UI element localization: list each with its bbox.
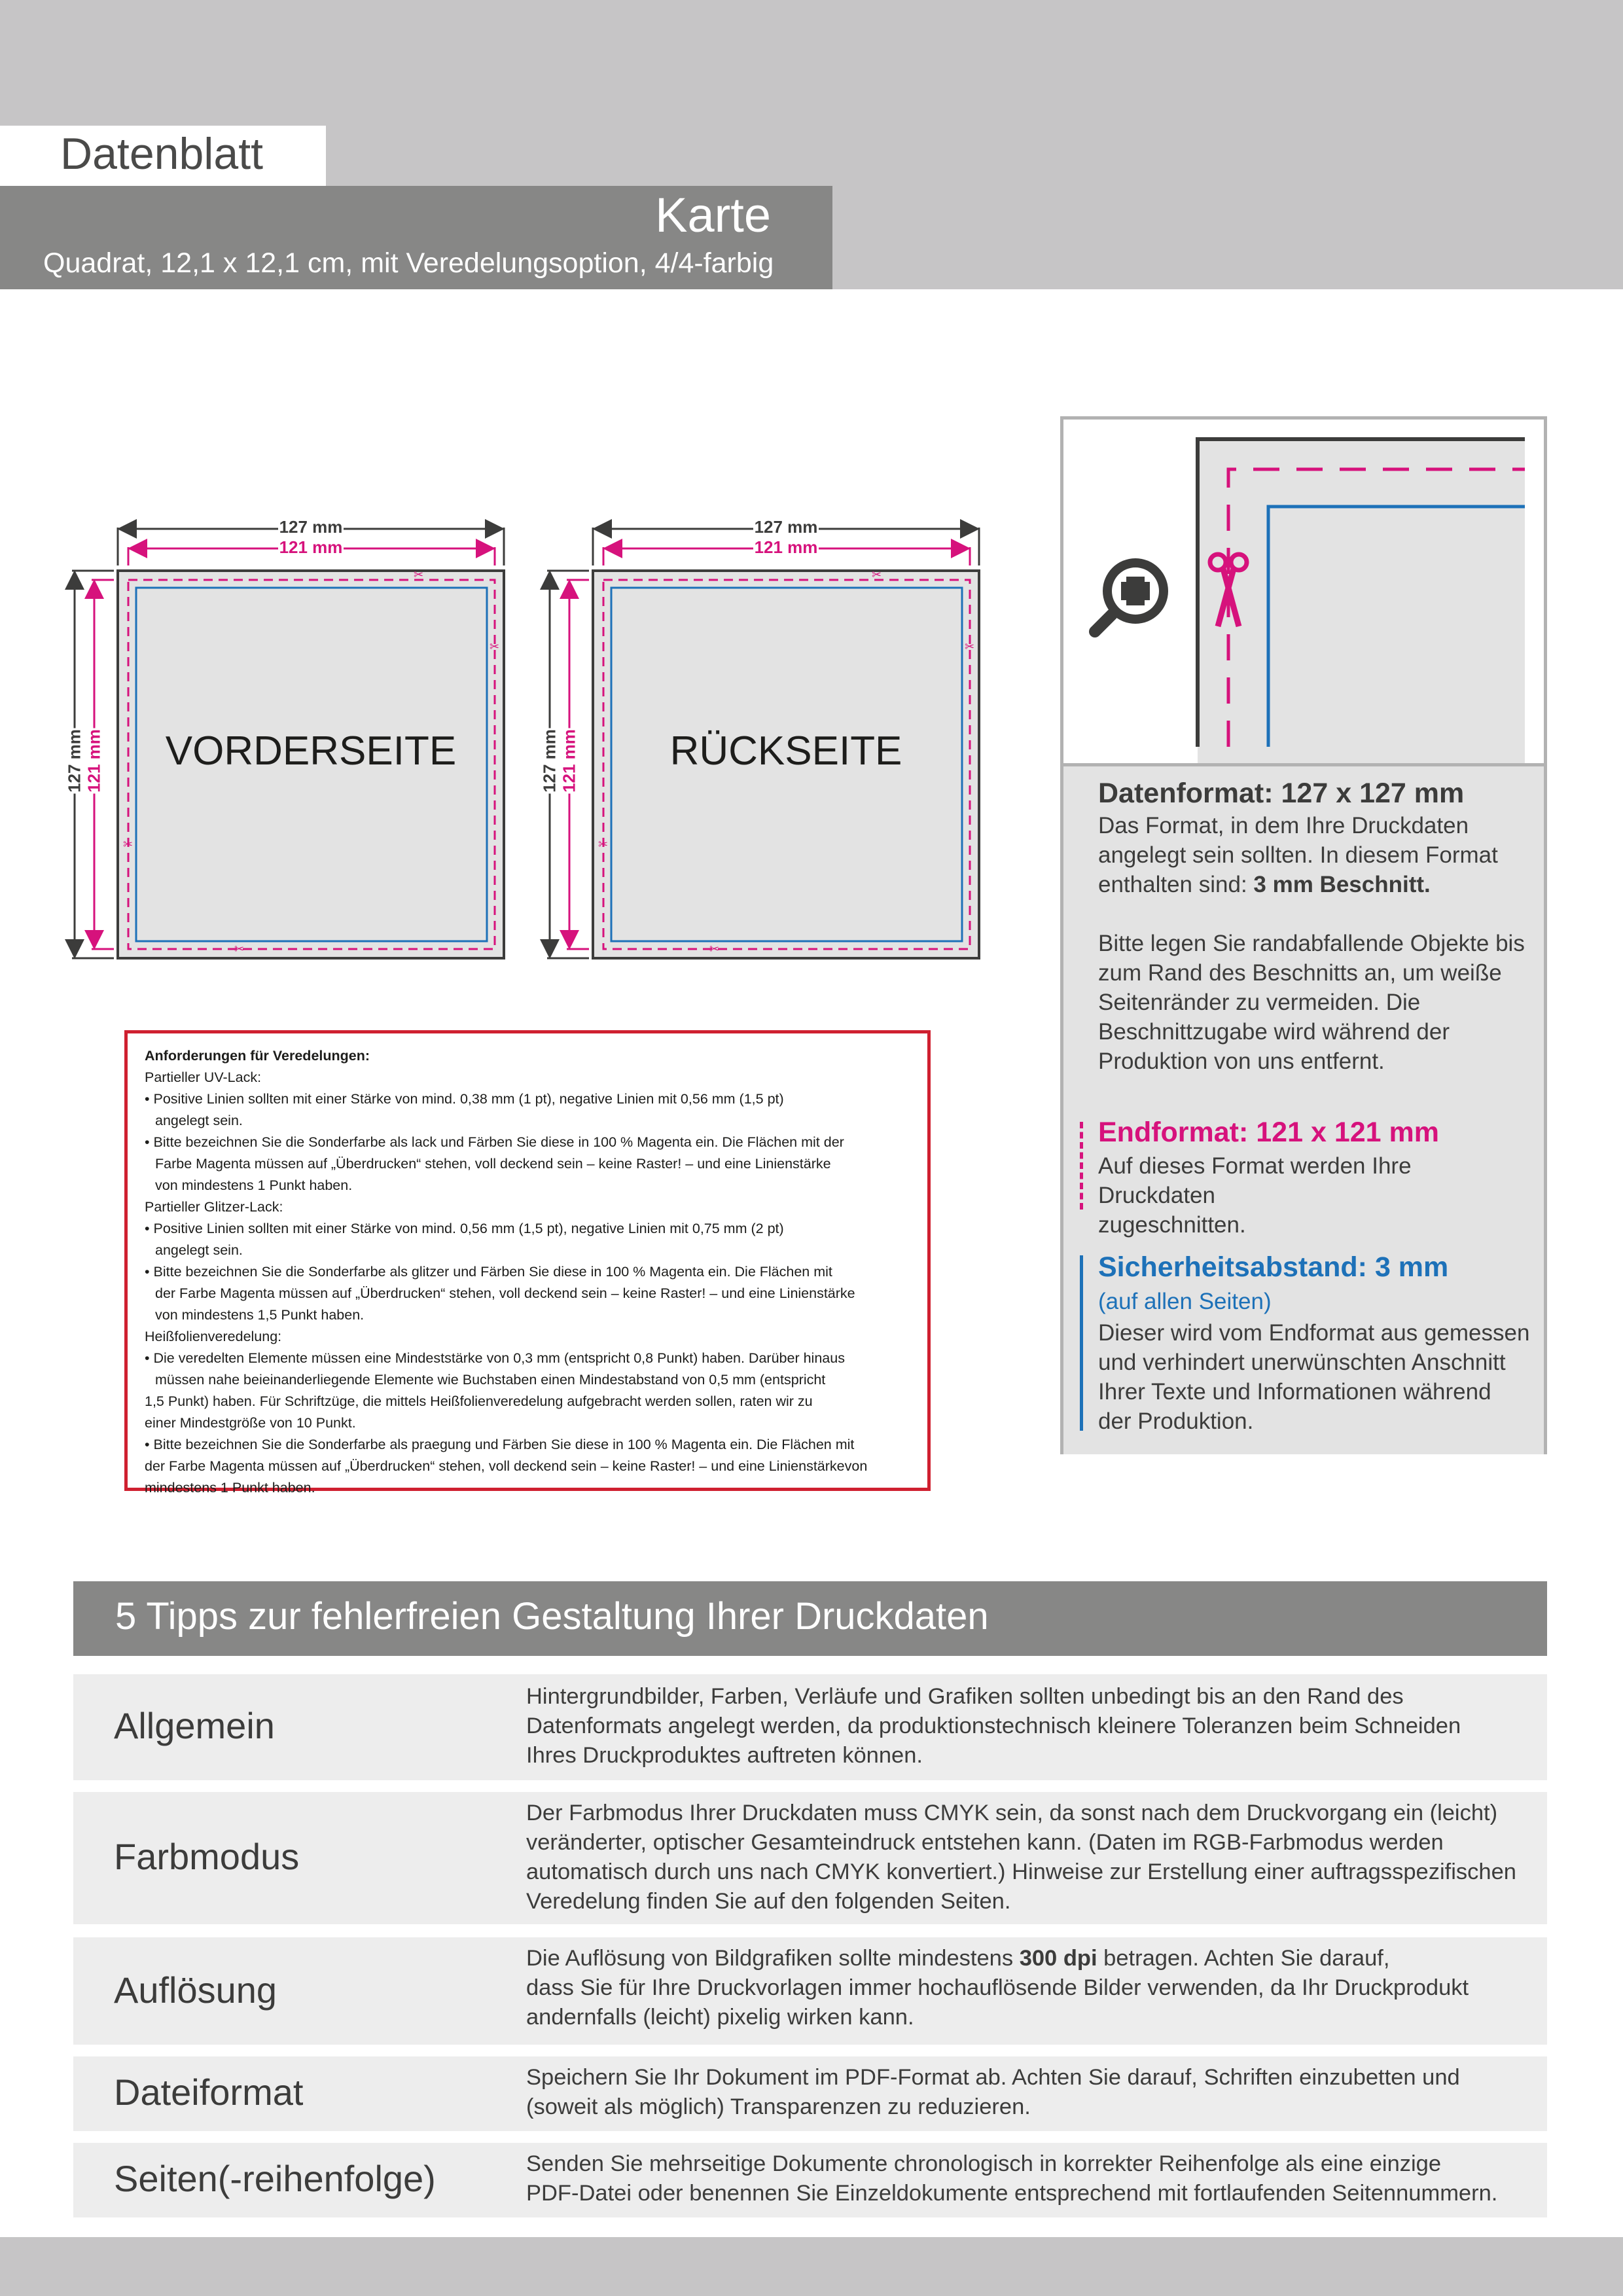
scissor-icon: ✂ [123,838,134,851]
datenformat-title: Datenformat: 127 x 127 mm [1098,778,1465,809]
bleed-line: Bitte legen Sie randabfallende Objekte bis [1098,931,1525,956]
tip-line: automatisch durch uns nach CMYK konvertiert.) Hinweise zur Erstellung einer auftragsspezifischen [526,1859,1516,1884]
magnifier-icon [1095,558,1168,632]
tip-text [526,1799,1534,1916]
tip-label: Auflösung [114,1969,277,2011]
req-line: einer Mindestgröße von 10 Punkt. [145,1415,356,1431]
sicherheit-marker [1080,1255,1083,1431]
scissor-icon: ✂ [965,640,975,653]
req-line: der Farbe Magenta müssen auf „Überdrucken“ stehen, voll deckend sein – keine Raster! – und eine Linienstärke [155,1285,855,1301]
tip-line [526,1944,1534,1973]
tip-label: Allgemein [114,1705,275,1746]
req-line: Heißfolienveredelung: [145,1329,282,1344]
scissor-icon: ✂ [414,568,424,581]
sicherheit-line: und verhindert unerwünschten Anschnitt [1098,1350,1506,1375]
footer-band [0,2237,1623,2296]
req-line: müssen nahe beieinanderliegende Elemente wie Buchstaben einen Mindestabstand von 0,5 mm (entspricht [155,1372,826,1388]
back-inner-dim-top: 121 mm [754,537,818,557]
req-line: • Positive Linien sollten mit einer Stärke von mind. 0,38 mm (1 pt), negative Linien mit 0,56 mm (1,5 pt) [145,1091,784,1107]
product-subtitle: Quadrat, 12,1 x 12,1 cm, mit Veredelungsoption, 4/4-farbig [43,247,774,279]
sicherheit-title: Sicherheitsabstand: 3 mm [1098,1251,1449,1283]
scissor-icon: ✂ [872,568,882,581]
bleed-line: Produktion von uns entfernt. [1098,1049,1385,1074]
tip-text [526,1682,1534,1770]
req-line: • Die veredelten Elemente müssen eine Mindeststärke von 0,3 mm (entspricht 0,8 Punkt) haben. Darüber hinaus [145,1350,845,1366]
scissor-icon: ✂ [490,640,500,653]
req-line: 1,5 Punkt) haben. Für Schriftzüge, die mittels Heißfolienveredelung aufgebracht werden sollen, raten wir zu [145,1393,813,1409]
datenblatt-title: Datenblatt [60,129,263,179]
front-inner-dim-top: 121 mm [279,537,343,557]
datenformat-line [1098,870,1530,899]
tip-line: (soweit als möglich) Transparenzen zu reduzieren. [526,2094,1031,2119]
tip-text [526,2063,1534,2122]
front-outer-dim-top: 127 mm [279,517,343,537]
sicherheit-text [1098,1318,1530,1436]
datenformat-line: Das Format, in dem Ihre Druckdaten [1098,813,1469,838]
endformat-line: Auf dieses Format werden Ihre Druckdaten [1098,1153,1412,1208]
sicherheit-line: Dieser wird vom Endformat aus gemessen [1098,1320,1530,1346]
product-title: Karte [655,188,771,242]
tip-row-aufloesung [73,1937,1547,2045]
tip-line-part: Die Auflösung von Bildgrafiken sollte mindestens [526,1946,1020,1971]
front-outer-dim-side: 127 mm [64,729,84,793]
tips-title: 5 Tipps zur fehlerfreien Gestaltung Ihrer Druckdaten [115,1595,989,1638]
bleed-text [1098,929,1530,1076]
scissor-icon: ✂ [234,942,245,956]
tip-line: andernfalls (leicht) pixelig wirken kann. [526,2005,914,2030]
requirements-title: Anforderungen für Veredelungen: [145,1048,370,1064]
tip-line: Veredelung finden Sie auf den folgenden Seiten. [526,1889,1011,1914]
req-line: • Positive Linien sollten mit einer Stärke von mind. 0,56 mm (1,5 pt), negative Linien mit 0,75 mm (2 pt) [145,1221,784,1236]
tip-text [526,1944,1534,2032]
back-outer-dim-side: 127 mm [539,729,560,793]
req-line: angelegt sein. [155,1113,243,1128]
tip-label: Farbmodus [114,1836,300,1877]
zoom-detail [1063,420,1544,763]
req-line: von mindestens 1 Punkt haben. [155,1177,353,1193]
tip-row-seiten [73,2143,1547,2217]
req-line: mindestens 1 Punkt haben. [145,1480,315,1496]
sicherheit-line: Ihrer Texte und Informationen während [1098,1379,1491,1405]
req-line: • Bitte bezeichnen Sie die Sonderfarbe als glitzer und Färben Sie diese in 100 % Magenta ein. Die Flächen mit [145,1264,832,1280]
endformat-line: zugeschnitten. [1098,1212,1246,1238]
tip-line: veränderter, optischer Gesamteindruck entstehen kann. (Daten im RGB-Farbmodus werden [526,1830,1444,1855]
tip-row-dateiformat [73,2056,1547,2131]
datenformat-line-part: enthalten sind: [1098,872,1254,897]
tip-line: Der Farbmodus Ihrer Druckdaten muss CMYK sein, da sonst nach dem Druckvorgang ein (leicht) [526,1801,1498,1825]
req-line: von mindestens 1,5 Punkt haben. [155,1307,365,1323]
bleed-line: Seitenränder zu vermeiden. Die [1098,990,1421,1015]
tip-line: Senden Sie mehrseitige Dokumente chronologisch in korrekter Reihenfolge als eine einzige [526,2151,1442,2176]
req-line: • Bitte bezeichnen Sie die Sonderfarbe als praegung und Färben Sie diese in 100 % Magenta ein. Die Flächen mit [145,1437,855,1452]
datenformat-line: angelegt sein sollten. In diesem Format [1098,842,1498,868]
endformat-marker [1080,1122,1083,1210]
req-line: Partieller UV-Lack: [145,1069,262,1085]
req-line: angelegt sein. [155,1242,243,1258]
tip-line: Speichern Sie Ihr Dokument im PDF-Format ab. Achten Sie darauf, Schriften einzubetten und [526,2065,1460,2090]
tip-line: Datenformats angelegt werden, da produktionstechnisch kleinere Toleranzen beim Schneiden [526,1713,1461,1738]
req-line: • Bitte bezeichnen Sie die Sonderfarbe als lack und Färben Sie diese in 100 % Magenta ein. Die Flächen mit der [145,1134,844,1150]
dpi-value: 300 dpi [1019,1946,1097,1971]
tip-line: Ihres Druckproduktes auftreten können. [526,1743,923,1768]
req-line: Partieller Glitzer-Lack: [145,1199,283,1215]
sicherheit-line: der Produktion. [1098,1408,1254,1434]
req-line: Farbe Magenta müssen auf „Überdrucken“ stehen, voll deckend sein – keine Raster! – und eine Linienstärke [155,1156,831,1172]
front-inner-dim-side: 121 mm [84,729,104,793]
endformat-title: Endformat: 121 x 121 mm [1098,1117,1439,1148]
tip-line-part: betragen. Achten Sie darauf, [1097,1946,1390,1971]
tip-row-farbmodus [73,1792,1547,1924]
tip-label: Seiten(-reihenfolge) [114,2158,436,2199]
back-side-label: RÜCKSEITE [669,728,902,774]
datenformat-text [1098,811,1530,899]
sicherheit-subtitle: (auf allen Seiten) [1098,1289,1272,1314]
tip-line: Hintergrundbilder, Farben, Verläufe und Grafiken sollten unbedingt bis an den Rand des [526,1684,1404,1709]
requirements-box [124,1030,931,1496]
tip-line: dass Sie für Ihre Druckvorlagen immer hochauflösende Bilder verwenden, da Ihr Druckprodukt [526,1975,1469,2000]
tip-text [526,2149,1534,2208]
tip-row-allgemein [73,1674,1547,1780]
bleed-amount: 3 mm Beschnitt. [1253,872,1431,897]
endformat-text [1098,1151,1530,1240]
bleed-line: zum Rand des Beschnitts an, um weiße [1098,960,1502,986]
back-outer-dim-top: 127 mm [754,517,818,537]
front-side-label: VORDERSEITE [165,728,457,774]
bleed-line: Beschnittzugabe wird während der [1098,1019,1450,1045]
req-line: der Farbe Magenta müssen auf „Überdrucken“ stehen, voll deckend sein – keine Raster! – und eine Linienstärkevon [145,1458,868,1474]
back-inner-dim-side: 121 mm [559,729,579,793]
scissor-icon: ✂ [598,838,609,851]
scissor-icon: ✂ [709,942,720,956]
tip-label: Dateiformat [114,2072,304,2113]
tip-line: PDF-Datei oder benennen Sie Einzeldokumente entsprechend mit fortlaufenden Seitennummern. [526,2181,1498,2206]
